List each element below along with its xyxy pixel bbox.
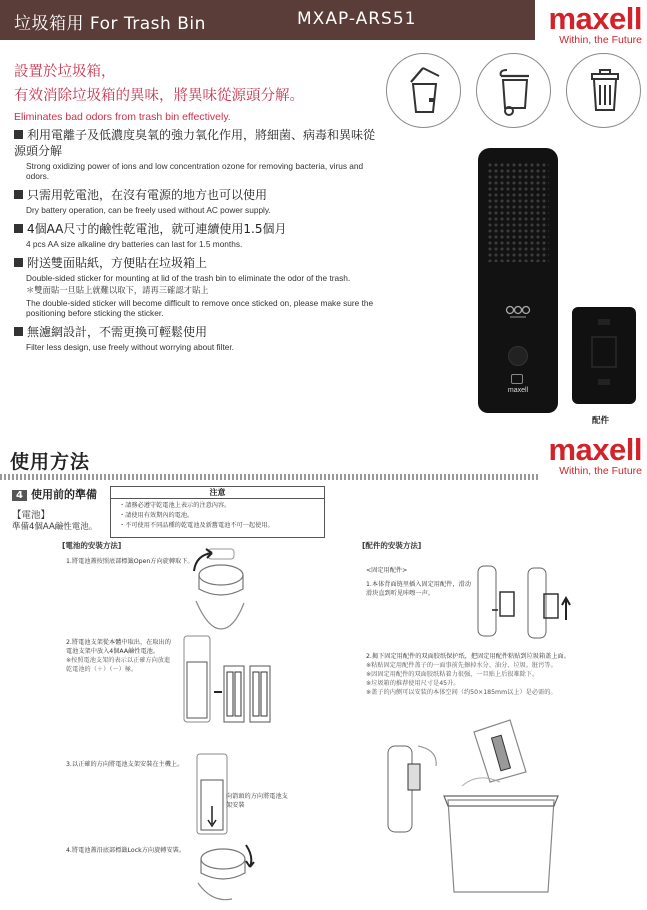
feature-zh: 4個AA尺寸的鹼性乾電池，就可連續使用1.5個月 [27,222,287,236]
accessory-note: ※粘贴固定用配件盖子的一面事前先擦掉水分、油分、垃圾。脏污等。 [366,662,557,669]
accessory-step-2-text: 2.揭下固定用配件的双面胶纸保护纸，把固定用配件粘贴到垃圾箱盖上面。 [366,653,570,660]
intro-line-2: 有效消除垃圾箱的異味，將異味從源頭分解。 [14,88,304,104]
accessory-step-1: 1.本体背面链里插入固定用配件，滑动滑块直到听见咔嚓一声。 [366,581,471,597]
accessory-step-2 [366,652,576,697]
accessory-install-heading: [配件的安裝方法] [362,541,422,550]
accessory-note: ※盖子的内侧可以安装的本体空间（约50×185mm以上）是必需的。 [366,689,557,696]
rotate-cover-open-illustration [186,545,256,633]
device-brand: maxell [507,387,529,394]
battery-label: 【電池】 [12,510,51,521]
section-divider [0,474,538,480]
brand-tagline: Within, the Future [559,34,642,46]
trash-can-icon [566,53,641,128]
accessory-note: ※垃圾箱的推荐使用尺寸是45升。 [366,680,460,687]
lock-icon [511,374,523,384]
brand-logo [538,434,642,477]
feature-zh: 利用電離子及低濃度臭氧的強力氧化作用，將細菌、病毒和異味從源頭分解 [14,128,376,158]
battery-step-1: 1.將電池蓋按照底部標籤Open方向旋轉取下。 [66,558,194,565]
accessory-label: 配件 [592,416,610,426]
brand-wordmark: maxell [548,432,642,467]
battery-step-3-callout: 向箭頭的方向將電池支架安裝 [226,793,288,809]
caution-title: 注意 [111,487,324,499]
caution-line: ・請務必遵守乾電池上表示的注意內容。 [119,502,231,509]
feature-item [14,187,376,215]
brand-tagline: Within, the Future [559,465,642,477]
bullet-square-icon [14,190,23,199]
header-bar [0,0,535,40]
pedal-bin-icon [386,53,461,128]
battery-step-2 [66,638,176,674]
feature-zh: 只需用乾電池，在沒有電源的地方也可以使用 [27,188,268,202]
feature-item [14,255,376,318]
feature-list [14,127,376,358]
prep-heading [12,486,97,502]
indicator-lights-icon [504,304,532,320]
battery-holder-illustration [176,632,276,728]
bullet-square-icon [14,224,23,233]
battery-step-2-note: ※按照電池支架的表示以正確方向放進乾電池的（＋）（－）極。 [66,657,171,673]
rolling-bin-icon [476,53,551,128]
feature-item [14,324,376,352]
deodorizer-device [478,148,558,413]
caution-line: ・不可使用不同品種的乾電池及新舊電池不可一起使用。 [119,522,274,529]
sticker-note-en: The double-sided sticker will become difficult to remove once sticked on, please make sure the positioning before sticking the sticker. [26,298,374,318]
feature-zh: 無濾網設計，不需更換可輕鬆使用 [27,325,208,339]
battery-step-2-text: 2.將電池支架從本體中取出，在取出的電池支架中放入4個AA鹼性電池。 [66,639,171,655]
bullet-square-icon [14,258,23,267]
sticker-note-zh: ＊雙面貼一旦貼上就難以取下，請再三確認才貼上 [26,285,209,295]
attach-accessory-illustration [470,560,590,642]
feature-en: Filter less design, use freely without worrying about filter. [26,342,234,352]
caution-box [110,486,325,538]
battery-step-3: 3.以正確的方向將電池支架安裝在主機上。 [66,761,184,768]
accessory-sub-heading: <固定用配件> [366,567,408,574]
feature-zh: 附送雙面貼紙，方便貼在垃圾箱上 [27,256,208,270]
feature-en: Double-sided sticker for mounting at lid of the trash bin to eliminate the odor of the trash. [26,273,351,283]
bullet-square-icon [14,130,23,139]
feature-en: 4 pcs AA size alkaline dry batteries can last for 1.5 months. [26,239,243,249]
feature-en: Strong oxidizing power of ions and low concentration ozone for removing bacteria, virus and odors. [26,161,364,181]
feature-item [14,221,376,249]
intro-english: Eliminates bad odors from trash bin effectively. [14,111,231,123]
brand-wordmark: maxell [548,1,642,36]
intro-line-1: 設置於垃圾箱， [14,64,116,80]
mount-on-bin-illustration [378,716,578,894]
prep-title: 使用前的準備 [30,488,97,501]
brand-logo [538,3,642,46]
speaker-grille [487,162,549,262]
intro-block [14,60,374,123]
battery-text: 準備4個AA鹼性電池。 [12,522,98,532]
power-button[interactable] [508,346,528,366]
feature-item [14,127,376,181]
usage-title: 使用方法 [10,451,91,473]
caution-line: ・請使用有效期內的電池。 [119,512,194,519]
battery-step-4: 4.將電池蓋沿底部標籤Lock方向旋轉安裝。 [66,847,186,854]
model-number: MXAP-ARS51 [297,9,417,29]
rotate-cover-lock-illustration [188,835,258,905]
feature-en: Dry battery operation, can be freely used without AC power supply. [26,205,271,215]
header-title: 垃圾箱用 For Trash Bin [14,14,206,34]
accessory-note: ※因固定用配件的双面胶纸粘着力很强，一旦贴上后很难除下。 [366,671,539,678]
prep-number: 4 [12,490,27,501]
mounting-accessory [572,307,636,404]
bullet-square-icon [14,327,23,336]
battery-install-heading: [電池的安裝方法] [62,541,122,550]
